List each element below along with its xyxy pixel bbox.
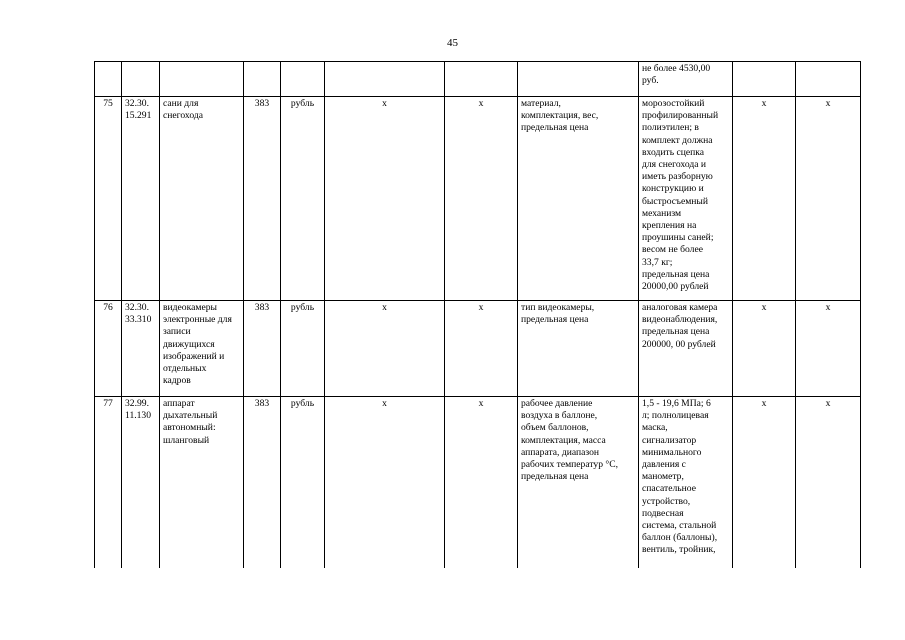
mark-cell: х — [325, 397, 445, 569]
mark-cell: х — [733, 97, 796, 301]
product-name-cell: видеокамеры электронные для записи движущихся изображений и отдельных кадров — [160, 301, 244, 397]
mark-cell: х — [796, 301, 861, 397]
mark-cell: х — [445, 397, 518, 569]
mark-cell: х — [325, 97, 445, 301]
table-row — [95, 397, 861, 569]
requirement-cell: 1,5 - 19,6 МПа; 6 л; полнолицевая маска, сигнализатор минимального давления с манометр, спасательное устройство, подвесная система, стальной баллон (баллоны), вентиль, тройник, — [639, 397, 733, 569]
product-name-cell: сани для снегохода — [160, 97, 244, 301]
okei-code-cell: 383 — [244, 397, 281, 569]
okei-code-cell: 383 — [244, 301, 281, 397]
okpd2-code-cell: 32.30. 33.310 — [122, 301, 160, 397]
mark-cell: х — [445, 97, 518, 301]
okei-code-cell: 383 — [244, 97, 281, 301]
mark-cell: х — [325, 301, 445, 397]
okpd2-code-cell: 32.99. 11.130 — [122, 397, 160, 569]
unit-name-cell: рубль — [281, 97, 325, 301]
product-name-cell: аппарат дыхательный автономный: шланговый — [160, 397, 244, 569]
requirement-cell: не более 4530,00 руб. — [639, 62, 733, 97]
mark-cell: х — [733, 301, 796, 397]
page-number: 45 — [447, 37, 458, 49]
characteristics-cell: рабочее давление воздуха в баллоне, объем баллонов, комплектация, масса аппарата, диапазон рабочих температур °С, предельная цена — [518, 397, 639, 569]
mark-cell: х — [445, 301, 518, 397]
mark-cell: х — [733, 397, 796, 569]
characteristics-cell: материал, комплектация, вес, предельная цена — [518, 97, 639, 301]
row-number-cell: 76 — [95, 301, 122, 397]
table-row — [95, 97, 861, 301]
okpd2-code-cell: 32.30. 15.291 — [122, 97, 160, 301]
characteristics-cell: тип видеокамеры, предельная цена — [518, 301, 639, 397]
table-row — [95, 301, 861, 397]
continuation-row — [95, 62, 861, 97]
unit-name-cell: рубль — [281, 301, 325, 397]
unit-name-cell: рубль — [281, 397, 325, 569]
specification-table — [94, 61, 861, 568]
requirement-cell: аналоговая камера видеонаблюдения, предельная цена 200000, 00 рублей — [639, 301, 733, 397]
requirement-cell: морозостойкий профилированный полиэтилен; в комплект должна входить сцепка для снегохода и иметь разборную конструкцию и быстросъемный механизм крепления на проушины саней; весом не более 33,7 кг; предельная цена 20000,00 рублей — [639, 97, 733, 301]
mark-cell: х — [796, 397, 861, 569]
row-number-cell: 75 — [95, 97, 122, 301]
row-number-cell: 77 — [95, 397, 122, 569]
mark-cell: х — [796, 97, 861, 301]
